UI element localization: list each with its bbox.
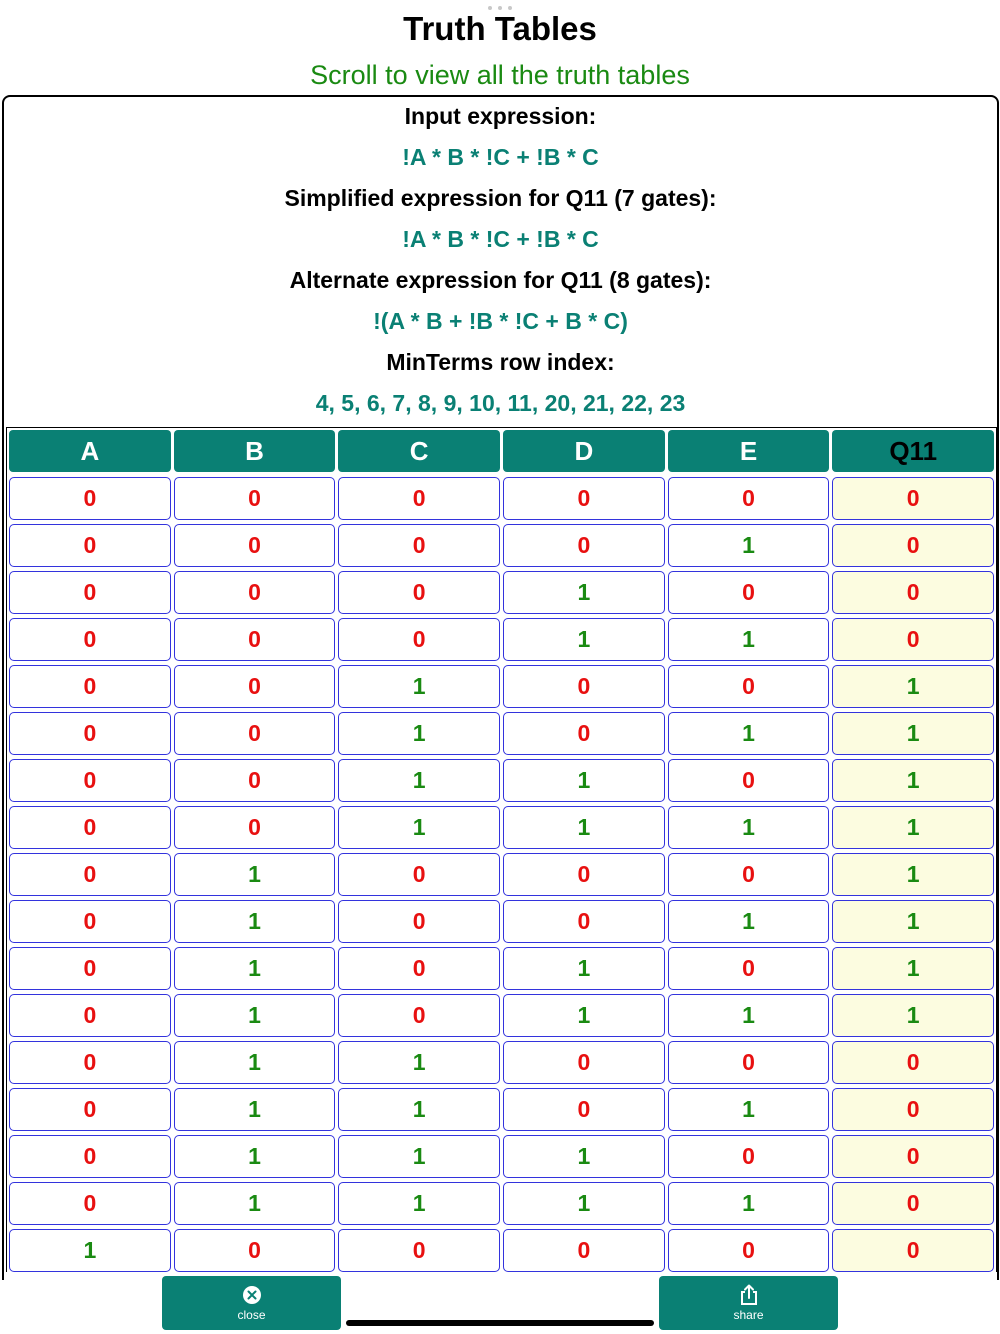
cell-q11: 1 [832, 853, 994, 896]
column-header-d: D [503, 430, 665, 472]
cell-q11: 1 [832, 900, 994, 943]
close-button-label: close [237, 1308, 266, 1322]
cell-e: 0 [668, 759, 830, 802]
cell-c: 0 [338, 571, 500, 614]
alternate-expression: !(A * B + !B * !C + B * C) [373, 308, 628, 334]
cell-b: 1 [174, 853, 336, 896]
table-row [7, 853, 996, 896]
cell-c: 1 [338, 1135, 500, 1178]
cell-d: 1 [503, 759, 665, 802]
cell-b: 1 [174, 1182, 336, 1225]
table-row [7, 759, 996, 802]
cell-q11: 0 [832, 1229, 994, 1272]
cell-c: 0 [338, 994, 500, 1037]
cell-d: 1 [503, 994, 665, 1037]
cell-e: 1 [668, 806, 830, 849]
cell-d: 1 [503, 806, 665, 849]
table-row [7, 524, 996, 567]
alternate-expression-label: Alternate expression for Q11 (8 gates): [289, 267, 712, 293]
cell-a: 0 [9, 806, 171, 849]
cell-d: 0 [503, 665, 665, 708]
table-row [7, 1229, 996, 1272]
cell-c: 0 [338, 477, 500, 520]
cell-b: 0 [174, 712, 336, 755]
minterms-label: MinTerms row index: [386, 349, 615, 375]
cell-a: 0 [9, 1088, 171, 1131]
table-row [7, 947, 996, 990]
table-row [7, 994, 996, 1037]
simplified-expression: !A * B * !C + !B * C [402, 226, 599, 252]
cell-d: 1 [503, 618, 665, 661]
column-header-c: C [338, 430, 500, 472]
cell-d: 1 [503, 571, 665, 614]
cell-b: 1 [174, 1041, 336, 1084]
cell-q11: 0 [832, 524, 994, 567]
cell-c: 1 [338, 806, 500, 849]
cell-b: 1 [174, 994, 336, 1037]
simplified-expression-label: Simplified expression for Q11 (7 gates): [284, 185, 717, 211]
cell-b: 0 [174, 759, 336, 802]
cell-a: 0 [9, 665, 171, 708]
cell-q11: 0 [832, 618, 994, 661]
cell-q11: 1 [832, 759, 994, 802]
cell-a: 0 [9, 1041, 171, 1084]
cell-q11: 0 [832, 477, 994, 520]
cell-a: 0 [9, 900, 171, 943]
cell-b: 0 [174, 524, 336, 567]
share-button-label: share [733, 1308, 764, 1322]
minterms-value: 4, 5, 6, 7, 8, 9, 10, 11, 20, 21, 22, 23 [315, 390, 686, 416]
input-expression: !A * B * !C + !B * C [402, 144, 599, 170]
cell-q11: 1 [832, 806, 994, 849]
table-row [7, 1182, 996, 1225]
cell-q11: 1 [832, 712, 994, 755]
cell-e: 0 [668, 1041, 830, 1084]
cell-q11: 1 [832, 994, 994, 1037]
cell-a: 0 [9, 853, 171, 896]
cell-a: 0 [9, 477, 171, 520]
cell-b: 0 [174, 1229, 336, 1272]
cell-q11: 1 [832, 947, 994, 990]
share-icon [738, 1284, 760, 1306]
cell-a: 0 [9, 618, 171, 661]
cell-a: 1 [9, 1229, 171, 1272]
cell-b: 1 [174, 1088, 336, 1131]
table-row [7, 1088, 996, 1131]
home-indicator[interactable] [346, 1320, 654, 1326]
cell-b: 1 [174, 900, 336, 943]
cell-c: 1 [338, 1088, 500, 1131]
cell-d: 1 [503, 947, 665, 990]
cell-d: 1 [503, 1135, 665, 1178]
cell-b: 0 [174, 618, 336, 661]
table-row [7, 665, 996, 708]
cell-q11: 0 [832, 1041, 994, 1084]
cell-a: 0 [9, 712, 171, 755]
cell-c: 1 [338, 1041, 500, 1084]
column-header-e: E [668, 430, 830, 472]
table-row [7, 477, 996, 520]
cell-q11: 0 [832, 1088, 994, 1131]
truth-table [6, 427, 997, 1272]
column-header-b: B [174, 430, 336, 472]
cell-e: 0 [668, 947, 830, 990]
close-button[interactable] [162, 1276, 341, 1330]
table-row [7, 900, 996, 943]
table-row [7, 1135, 996, 1178]
table-row [7, 712, 996, 755]
table-body [7, 477, 996, 1272]
cell-e: 1 [668, 618, 830, 661]
cell-c: 1 [338, 759, 500, 802]
cell-b: 0 [174, 571, 336, 614]
cell-b: 0 [174, 665, 336, 708]
cell-e: 1 [668, 712, 830, 755]
input-expression-label: Input expression: [404, 103, 597, 129]
cell-q11: 1 [832, 665, 994, 708]
table-row [7, 618, 996, 661]
cell-d: 0 [503, 477, 665, 520]
cell-b: 0 [174, 477, 336, 520]
cell-d: 0 [503, 900, 665, 943]
cell-c: 0 [338, 618, 500, 661]
cell-e: 0 [668, 853, 830, 896]
cell-e: 0 [668, 571, 830, 614]
cell-q11: 0 [832, 1135, 994, 1178]
column-header-q11: Q11 [832, 430, 994, 472]
column-header-a: A [9, 430, 171, 472]
cell-c: 1 [338, 665, 500, 708]
cell-a: 0 [9, 994, 171, 1037]
cell-c: 0 [338, 900, 500, 943]
truth-table-panel[interactable] [2, 95, 999, 1280]
cell-e: 0 [668, 477, 830, 520]
table-row [7, 571, 996, 614]
cell-c: 0 [338, 853, 500, 896]
cell-a: 0 [9, 947, 171, 990]
table-row [7, 806, 996, 849]
cell-q11: 0 [832, 571, 994, 614]
cell-e: 1 [668, 524, 830, 567]
page-title: Truth Tables [403, 10, 597, 47]
cell-e: 1 [668, 994, 830, 1037]
table-header [7, 428, 996, 473]
cell-c: 1 [338, 1182, 500, 1225]
cell-d: 0 [503, 1088, 665, 1131]
cell-e: 1 [668, 1088, 830, 1131]
cell-c: 0 [338, 524, 500, 567]
share-button[interactable] [659, 1276, 838, 1330]
cell-a: 0 [9, 571, 171, 614]
cell-d: 0 [503, 853, 665, 896]
cell-e: 0 [668, 665, 830, 708]
cell-d: 0 [503, 1041, 665, 1084]
page-subtitle: Scroll to view all the truth tables [310, 60, 690, 90]
cell-c: 1 [338, 712, 500, 755]
table-row [7, 1041, 996, 1084]
cell-q11: 0 [832, 1182, 994, 1225]
close-circle-icon [241, 1284, 263, 1306]
cell-a: 0 [9, 759, 171, 802]
cell-d: 0 [503, 712, 665, 755]
cell-c: 0 [338, 947, 500, 990]
cell-e: 0 [668, 1135, 830, 1178]
cell-c: 0 [338, 1229, 500, 1272]
cell-d: 0 [503, 524, 665, 567]
cell-b: 0 [174, 806, 336, 849]
cell-e: 1 [668, 900, 830, 943]
cell-a: 0 [9, 1182, 171, 1225]
cell-e: 0 [668, 1229, 830, 1272]
cell-d: 0 [503, 1229, 665, 1272]
cell-b: 1 [174, 947, 336, 990]
cell-a: 0 [9, 1135, 171, 1178]
cell-e: 1 [668, 1182, 830, 1225]
cell-b: 1 [174, 1135, 336, 1178]
cell-d: 1 [503, 1182, 665, 1225]
cell-a: 0 [9, 524, 171, 567]
